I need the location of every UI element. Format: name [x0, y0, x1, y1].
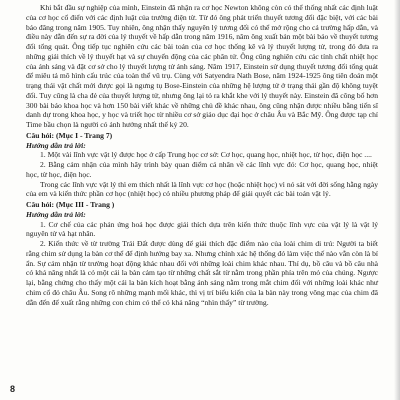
answer-2-item-1: 1. Cơ chế của các phản ứng hoá học được giải thích dựa trên kiến thức thuộc lĩnh vực của vật lý là vật lý nguyên tử và hạt nhân.: [26, 219, 378, 239]
page-edge-shadow: [394, 0, 400, 400]
question-2-heading: Câu hỏi: (Mục III - Trang ): [26, 200, 115, 209]
page-number: 8: [10, 384, 16, 394]
answer-2-heading: Hướng dẫn trả lời:: [26, 209, 86, 219]
question-1-heading: Câu hỏi: (Mục I - Trang 7): [26, 130, 113, 140]
answer-1-item-1: 1. Một vài lĩnh vực vật lý được học ở cấp Trung học cơ sở: Cơ học, quang học, nhiệt học, từ học, điện học ....: [40, 150, 372, 160]
answer-1-heading: Hướng dẫn trả lời:: [26, 140, 86, 150]
answer-1-item-2: 2. Bằng cảm nhận của mình hãy trình bày quan điểm cá nhân về các lĩnh vực đó: Cơ học, quang học, nhiệt học, từ học, điện học.: [26, 160, 378, 179]
answer-1-item-3: Trong các lĩnh vực vật lý thì em thích nhất là lĩnh vực cơ học (hoặc nhiệt học) vì nó sát với đời sống hằng ngày của em và kiến thức phần cơ học (nhiệt học) có nhiều phương pháp để giải quyết các bài toán vật lý.: [26, 179, 378, 199]
answer-2-item-2: 2. Kiến thức về từ trường Trái Đất được dùng để giải thích đặc điểm nào của loài chim di trú: Người ta biết rằng chim sử dụng la bàn cơ thể để định hướng bay xa. Nhưng chính xác hệ thống đó làm việc thế nào vẫn còn là bí ẩn. Sự cảm nhận từ trường hoạt động khác nhau đối với những loài chim khác nhau. Thí dụ, bồ câu và bồ câu nhà có khả năng nhất là có một cái la bàn cảm tạo từ những chất sắt từ nằm trong phần phía trên mỏ của chúng. Ngược lại, bằng chứng cho thấy một cái la bàn kích hoạt bằng ánh sáng nằm trong mắt chim đối với những loài khác như chim cổ đỏ châu Âu. Song rõ những mạnh mối khác, thì vị trí biểu kiến của la bàn này trong võng mạc của chim đã dẫn đến để xuất rằng những con chim có thể có khả năng “nhìn thấy” từ trường.: [26, 239, 378, 307]
intro-paragraph: Khi bắt đầu sự nghiệp của mình, Einstein đã nhận ra cơ học Newton không còn có thể thống nhất các định luật của cơ học cổ điển với các định luật của trường điện từ. Từ đó ông phát triển thuyết tương đối đặc biệt, với các bài báo đăng trong năm 1905. Tuy nhiên, ông nhận thấy nguyên lý tương đối có thể mở rộng cho cả trường hấp dẫn, và điều này dẫn đến sự ra đời của lý thuyết về hấp dẫn trong năm 1916, năm ông xuất bản một bài báo về thuyết tương đối tổng quát. Ông tiếp tục nghiên cứu các bài toán của cơ học thống kê và lý thuyết lượng tử, trong đó đưa ra những giải thích về lý thuyết hạt và sự chuyển động của các phân tử. Ông cũng nghiên cứu các tính chất nhiệt học của ánh sáng và đặt cơ sở cho lý thuyết lượng tử ánh sáng. Năm 1917, Einstein sử dụng thuyết tương đối tổng quát để miêu tả mô hình cấu trúc của toàn thể vũ trụ. Cùng với Satyendra Nath Bose, năm 1924-1925 ông tiên đoán một trạng thái vật chất mới được gọi là ngưng tụ Bose-Einstein của những hệ lượng tử ở trạng thái gần độ không tuyệt đối. Tuy cũng là cha đẻ của thuyết lượng tử, nhưng ông lại tỏ ra khắt khe với lý thuyết này. Einstein đã công bố hơn 300 bài báo khoa học và hơn 150 bài viết khác về những chủ đề khác nhau, ông cũng nhận được nhiều bằng tiến sĩ danh dự trong khoa học, y học và triết học từ nhiều cơ sở giáo dục đại học ở châu Âu và Bắc Mỹ. Ông được tạp chí Time bầu chọn là người có ảnh hưởng nhất thế kỷ 20.: [26, 3, 378, 129]
